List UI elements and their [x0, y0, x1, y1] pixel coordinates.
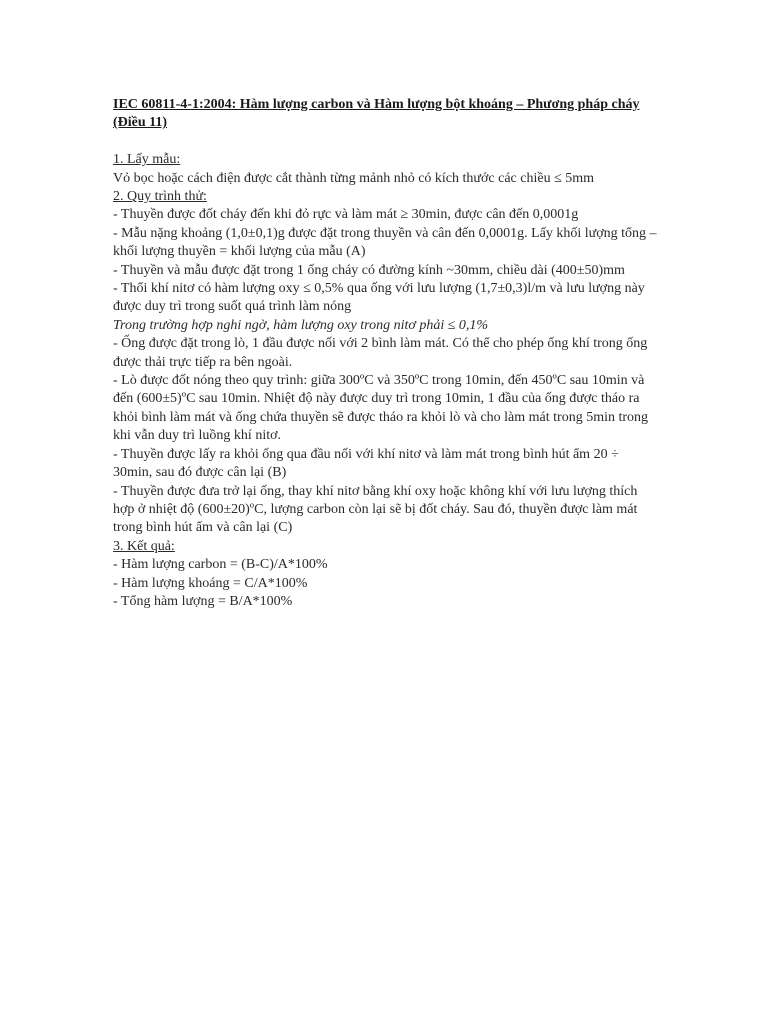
- sampling-text: Vỏ bọc hoặc cách điện được cắt thành từng mảnh nhỏ có kích thước các chiều ≤ 5mm: [113, 170, 595, 186]
- section-heading-sampling: 1. Lấy mẫu:: [113, 152, 181, 168]
- procedure-step: - Thuyền được lấy ra khỏi ống qua đầu nối với khí nitơ và làm mát trong bình hút ẩm 20 ÷ 30min, sau đó được cân lại (B): [113, 446, 619, 481]
- procedure-step: - Thuyền được đưa trở lại ống, thay khí nitơ bằng khí oxy hoặc không khí với lưu lượng thích hợp ở nhiệt độ (600±20)ºC, lượng carbon còn lại sẽ bị đốt cháy. Sau đó, thuyền được làm mát trong bình hút ẩm và cân lại (C): [113, 483, 638, 536]
- procedure-step: - Thổi khí nitơ có hàm lượng oxy ≤ 0,5% qua ống với lưu lượng (1,7±0,3)l/m và lưu lượng này được duy trì trong suốt quá trình làm nóng: [113, 281, 645, 315]
- result-formula: - Tổng hàm lượng = B/A*100%: [113, 593, 293, 609]
- procedure-note: Trong trường hợp nghi ngờ, hàm lượng oxy trong nitơ phải ≤ 0,1%: [113, 317, 489, 333]
- blank-line: [113, 133, 658, 151]
- document-title: IEC 60811-4-1:2004: Hàm lượng carbon và Hàm lượng bột khoáng – Phương pháp cháy (Điều 11): [113, 97, 640, 131]
- procedure-step: - Thuyền và mẫu được đặt trong 1 ống cháy có đường kính ~30mm, chiều dài (400±50)mm: [113, 262, 625, 278]
- result-formula: - Hàm lượng khoáng = C/A*100%: [113, 575, 308, 591]
- document-content: [113, 96, 658, 611]
- section-heading-results: 3. Kết quả:: [113, 538, 175, 554]
- procedure-step: - Ống được đặt trong lò, 1 đầu được nối với 2 bình làm mát. Có thể cho phép ống khí trong ống được thải trực tiếp ra bên ngoài.: [113, 336, 648, 370]
- procedure-step: - Lò được đốt nóng theo quy trình: giữa 300ºC và 350ºC trong 10min, đến 450ºC sau 10min và đến (600±5)ºC sau 10min. Nhiệt độ này được duy trì trong 10min, 1 đầu của ống được tháo ra khỏi bình làm mát và ống chứa thuyền sẽ được tháo ra khỏi lò và cho làm mát trong 5min trong khi vẫn duy trì luồng khí nitơ.: [113, 373, 649, 444]
- procedure-step: - Mẫu nặng khoảng (1,0±0,1)g được đặt trong thuyền và cân đến 0,0001g. Lấy khối lượng tổng – khối lượng thuyền = khối lượng của mẫu (A): [113, 225, 657, 260]
- procedure-step: - Thuyền được đốt cháy đến khi đỏ rực và làm mát ≥ 30min, được cân đến 0,0001g: [113, 207, 579, 223]
- section-heading-procedure: 2. Quy trình thử:: [113, 189, 207, 205]
- result-formula: - Hàm lượng carbon = (B-C)/A*100%: [113, 557, 328, 573]
